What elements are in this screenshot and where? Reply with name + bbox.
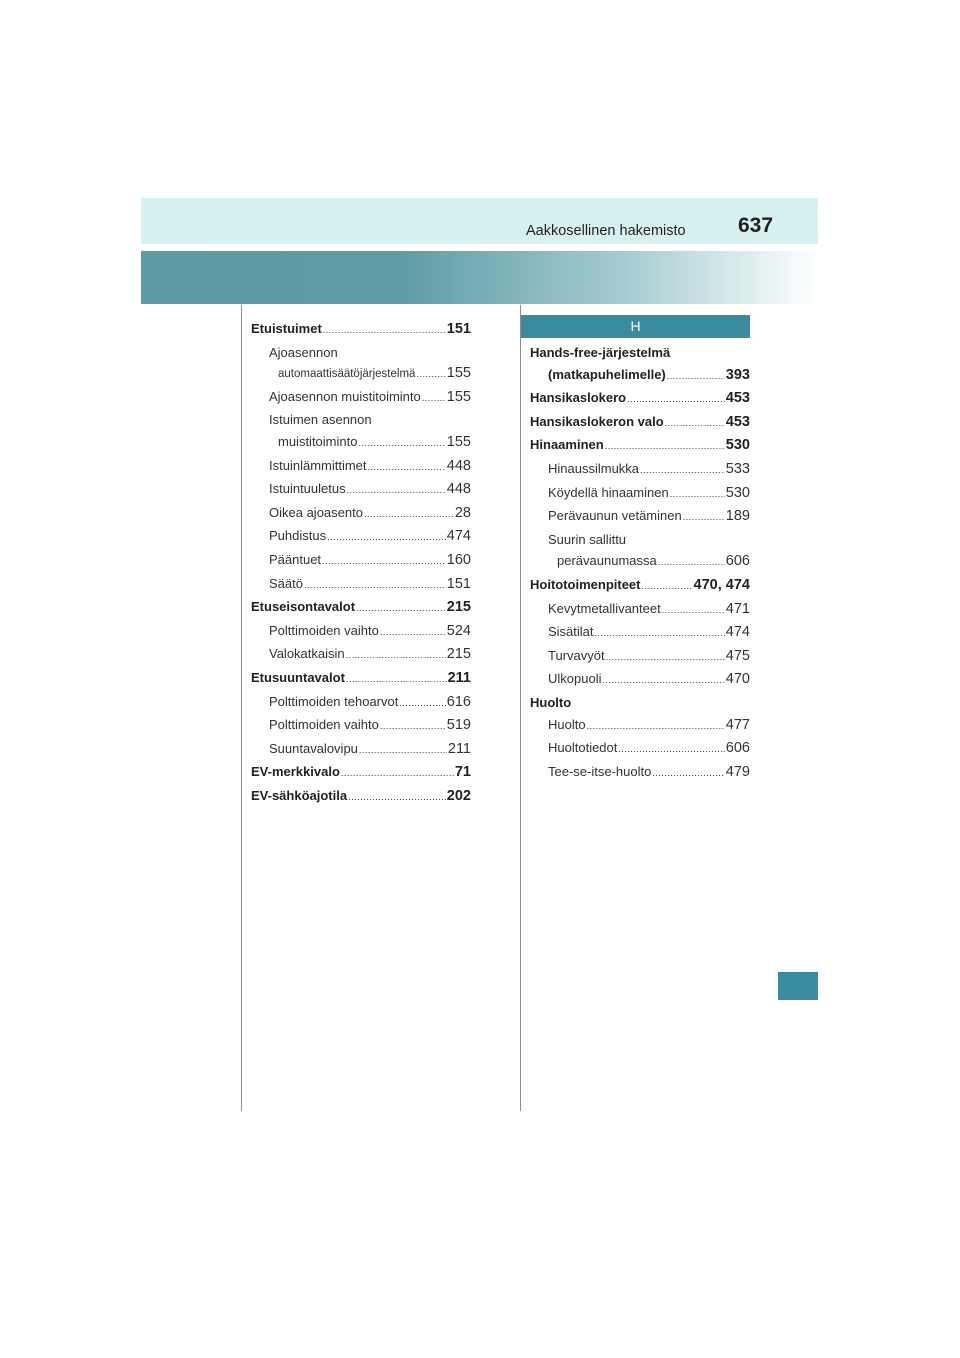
index-entry: Etusuuntavalot ..... 211 [251, 667, 471, 691]
index-subentry: Huolto ..... 477 [530, 714, 750, 738]
index-subentry: Perävaunun vetäminen ..... 189 [530, 505, 750, 529]
chapter-side-tab [778, 972, 818, 1000]
index-column-left [251, 318, 471, 808]
index-subentry: Oikea ajoasento ..... 28 [251, 502, 471, 526]
index-entry-line: Hands-free-järjestelmä [530, 345, 671, 360]
index-subentry: Polttimoiden tehoarvot ..... 616 [251, 691, 471, 715]
index-subentry: Säätö ..... 151 [251, 573, 471, 597]
index-subentry: Ulkopuoli ..... 470 [530, 668, 750, 692]
index-entry: Hansikaslokeron valo ..... 453 [530, 411, 750, 435]
index-subentry: Pääntuet ..... 160 [251, 549, 471, 573]
index-subentry-line: Suurin sallittu [548, 531, 627, 547]
index-subentry-line: Istuimen asennon [269, 412, 372, 428]
index-entry: Hinaaminen ..... 530 [530, 434, 750, 458]
column-divider-left [241, 305, 242, 1111]
header-title: Aakkosellinen hakemisto [526, 223, 686, 239]
index-entry: EV-sähköajotila ..... 202 [251, 785, 471, 809]
column-divider-right [520, 305, 521, 1111]
index-subentry-line: Ajoasennon [269, 344, 338, 360]
index-subentry: Hinaussilmukka ..... 533 [530, 458, 750, 482]
index-column-right [530, 342, 750, 784]
decorative-gradient-band [141, 251, 818, 304]
index-entry: EV-merkkivalo ..... 71 [251, 761, 471, 785]
index-subentry: Suuntavalovipu ..... 211 [251, 738, 471, 762]
header-band [141, 198, 818, 244]
index-entry: Etuistuimet ..... 151 [251, 318, 471, 342]
section-letter-header: H [521, 315, 750, 338]
index-subentry: Kevytmetallivanteet ..... 471 [530, 598, 750, 622]
index-subentry: Puhdistus ..... 474 [251, 525, 471, 549]
index-subentry: perävaunumassa ..... 606 [530, 550, 750, 574]
index-subentry: muistitoiminto ..... 155 [251, 431, 471, 455]
index-subentry: Huoltotiedot ..... 606 [530, 737, 750, 761]
index-subentry: automaattisäätöjärjestelmä ..... 155 [251, 363, 471, 386]
index-subentry: Polttimoiden vaihto ..... 524 [251, 620, 471, 644]
index-subentry: Istuinlämmittimet ..... 448 [251, 455, 471, 479]
index-subentry: Tee-se-itse-huolto ..... 479 [530, 761, 750, 785]
index-subentry: Turvavyöt ..... 475 [530, 645, 750, 669]
index-entry: (matkapuhelimelle) ..... 393 [530, 364, 750, 388]
index-entry-heading: Huolto [530, 694, 572, 710]
index-subentry: Polttimoiden vaihto ..... 519 [251, 714, 471, 738]
index-entry: Etuseisontavalot ..... 215 [251, 596, 471, 620]
index-entry: Hansikaslokero ..... 453 [530, 387, 750, 411]
index-subentry: Valokatkaisin ..... 215 [251, 643, 471, 667]
index-subentry: Ajoasennon muistitoiminto ..... 155 [251, 386, 471, 410]
page-number: 637 [738, 214, 774, 237]
index-subentry: Köydellä hinaaminen ..... 530 [530, 482, 750, 506]
index-subentry: Istuintuuletus ..... 448 [251, 478, 471, 502]
index-entry: Hoitotoimenpiteet ..... 470, 474 [530, 574, 750, 598]
index-subentry: Sisätilat ..... 474 [530, 621, 750, 645]
